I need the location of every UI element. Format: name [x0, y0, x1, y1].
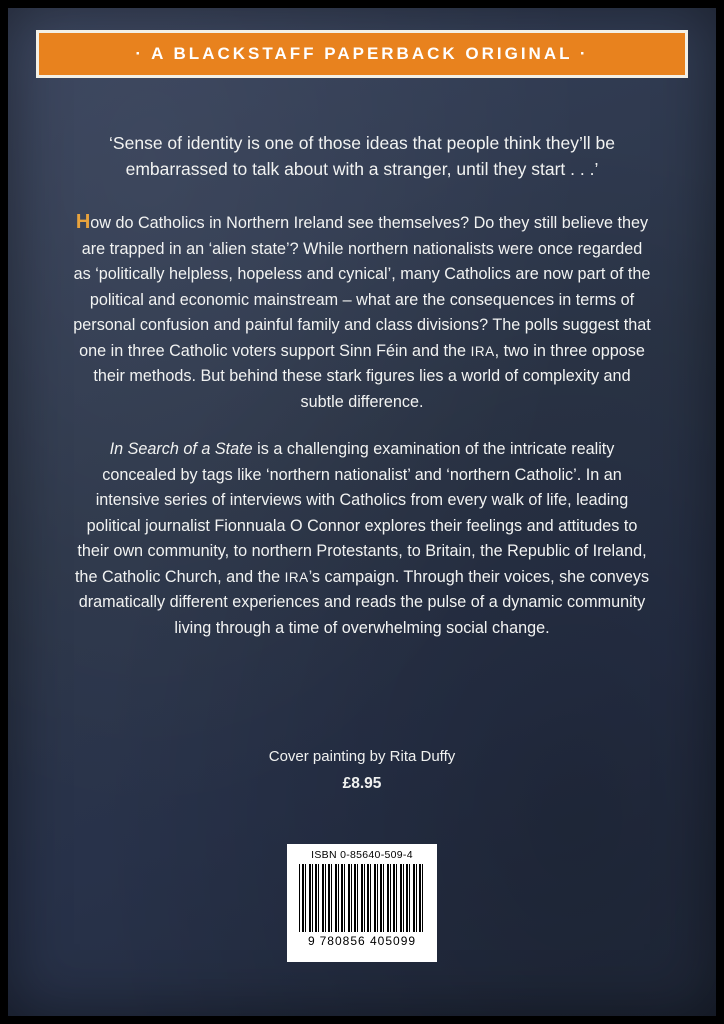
drop-cap: H [75, 211, 91, 233]
pull-quote: ‘Sense of identity is one of those ideas that people think they’ll be embarrassed to talk about with a stranger, until they start . . .’ [109, 133, 615, 179]
blurb-paragraph-2-text: is a challenging examination of the intricate reality concealed by tags like ‘northern nationalist’ and ‘northern Catholic’. In an intensive series of interviews with Catholics from every walk of life, leading political journalist Fionnuala O Connor explores their feelings and attitudes to their own community, to northern Protestants, to Britain, the Republic of Ireland, the Catholic Church, and the [74, 440, 647, 586]
blurb-paragraph-1-text: ow do Catholics in Northern Ireland see themselves? Do they still believe they are trapped in an ‘alien state’? While northern nationalists were once regarded as ‘politically helpless, hopeless and cynical’, many Catholics are now part of the political and economic mainstream – what are the consequences in terms of personal confusion and painful family and class divisions? The polls suggest that one in three Catholic voters support Sinn Féin and the [73, 214, 651, 360]
barcode-block [287, 844, 437, 962]
blurb-paragraph-2-tail: ’s campaign. Through their voices, she conveys dramatically different experiences and reads the pulse of a dynamic community living through a time of overwhelming social change. [78, 567, 650, 637]
cover-surface [8, 8, 716, 1016]
ira-abbreviation-2: IRA [284, 569, 309, 585]
blurb-paragraph-1 [68, 210, 656, 415]
barcode-bars [299, 864, 425, 932]
barcode-number [293, 934, 431, 948]
publisher-banner-text: · A BLACKSTAFF PAPERBACK ORIGINAL · [135, 44, 589, 63]
price-label: £8.95 [342, 775, 382, 792]
cover-painting-credit: Cover painting by Rita Duffy [268, 748, 456, 765]
barcode-digits: 780856 405099 [319, 934, 417, 948]
photo-border-top [0, 0, 724, 8]
isbn-label: ISBN 0-85640-509-4 [311, 849, 413, 861]
barcode-lead-digit: 9 [307, 934, 316, 948]
photo-border-left [0, 0, 8, 1024]
photo-border-right [716, 0, 724, 1024]
book-title-mention: In Search of a State [109, 440, 253, 458]
blurb-content [68, 130, 656, 663]
publisher-banner [36, 30, 688, 78]
blurb-paragraph-2 [68, 437, 656, 641]
credits-block [8, 743, 716, 797]
ira-abbreviation: IRA [470, 343, 495, 359]
blurb-paragraph-1-tail: , two in three oppose their methods. But behind these stark figures lies a world of complexity and subtle difference. [93, 341, 645, 411]
photo-border-bottom [0, 1016, 724, 1024]
